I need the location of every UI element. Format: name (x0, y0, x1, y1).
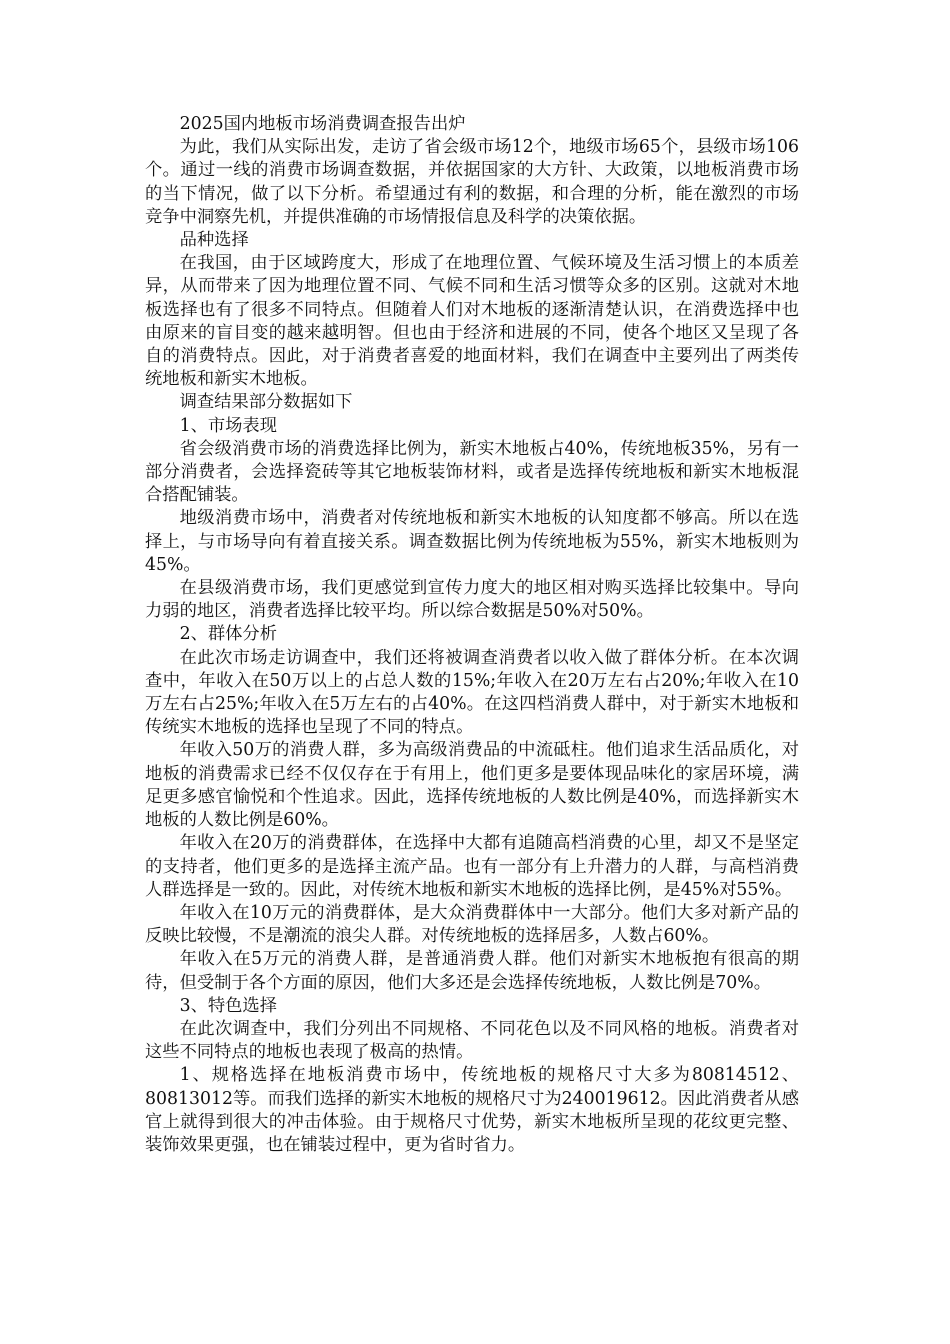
section-heading-features: 3、特色选择 (179, 995, 277, 1016)
group-100k-paragraph: 年收入在10万元的消费群体，是大众消费群体中一大部分。他们大多对新产品的反映比较慢，不是潮流的浪尖人群。对传统地板的选择居多，人数占60%。 (145, 902, 799, 947)
market-county-paragraph: 在县级消费市场，我们更感觉到宣传力度大的地区相对购买选择比较集中。导向力弱的地区，消费者选择比较平均。所以综合数据是50%对50%。 (145, 578, 799, 622)
document-body (145, 113, 799, 1157)
group-50k-paragraph: 年收入在5万元的消费人群，是普通消费人群。他们对新实木地板抱有很高的期待，但受制于各个方面的原因，他们大多还是会选择传统地板，人数比例是70%。 (145, 949, 799, 993)
spec-selection-paragraph: 1、规格选择在地板消费市场中，传统地板的规格尺寸大多为80814512、80813012等。而我们选择的新实木地板的规格尺寸为240019612。因此消费者从感官上就得到很大的冲击体验。由于规格尺寸优势，新实木地板所呈现的花纹更完整、装饰效果更强，也在铺装过程中，更为省时省力。 (145, 1065, 799, 1155)
section-heading-market: 1、市场表现 (179, 415, 277, 436)
variety-paragraph: 在我国，由于区域跨度大，形成了在地理位置、气候环境及生活习惯上的本质差异，从而带来了因为地理位置不同、气候不同和生活习惯等众多的区别。这就对木地板选择也有了很多不同特点。但随着人们对木地板的逐渐清楚认识，在消费选择中也由原来的盲目变的越来越明智。但也由于经济和进展的不同，使各个地区又呈现了各自的消费特点。因此，对于消费者喜爱的地面材料，我们在调查中主要列出了两类传统地板和新实木地板。 (145, 253, 799, 390)
market-prefecture-paragraph: 地级消费市场中，消费者对传统地板和新实木地板的认知度都不够高。所以在选择上，与市场导向有着直接关系。调查数据比例为传统地板为55%，新实木地板则为45%。 (145, 508, 799, 575)
market-provincial-paragraph: 省会级消费市场的消费选择比例为，新实木地板占40%，传统地板35%，另有一部分消费者，会选择瓷砖等其它地板装饰材料，或者是选择传统地板和新实木地板混合搭配铺装。 (145, 438, 799, 506)
report-title: 2025国内地板市场消费调查报告出炉 (179, 114, 466, 134)
section-heading-variety: 品种选择 (179, 230, 249, 251)
groups-intro-paragraph: 在此次市场走访调查中，我们还将被调查消费者以收入做了群体分析。在本次调查中，年收入在50万以上的占总人数的15%;年收入在20万左右占20%;年收入在10万左右占25%;年收入在5万左右的占40%。在这四档消费人群中，对于新实木地板和传统实木地板的选择也呈现了不同的特点。 (145, 647, 799, 738)
results-heading: 调查结果部分数据如下 (179, 392, 353, 413)
intro-paragraph: 为此，我们从实际出发，走访了省会级市场12个，地级市场65个，县级市场106个。通过一线的消费市场调查数据，并依据国家的大方针、大政策，以地板消费市场的当下情况，做了以下分析。希望通过有利的数据，和合理的分析，能在激烈的市场竞争中洞察先机，并提供准确的市场情报信息及科学的决策依据。 (145, 137, 799, 227)
features-intro-paragraph: 在此次调查中，我们分列出不同规格、不同花色以及不同风格的地板。消费者对这些不同特点的地板也表现了极高的热情。 (145, 1018, 799, 1063)
group-500k-paragraph: 年收入50万的消费人群，多为高级消费品的中流砥柱。他们追求生活品质化，对地板的消费需求已经不仅仅存在于有用上，他们更多是要体现品味化的家居环境，满足更多感官愉悦和个性追求。因此，选择传统地板的人数比例是40%，而选择新实木地板的人数比例是60%。 (145, 740, 799, 831)
group-200k-paragraph: 年收入在20万的消费群体，在选择中大都有追随高档消费的心里，却又不是坚定的支持者，他们更多的是选择主流产品。也有一部分有上升潜力的人群，与高档消费人群选择是一致的。因此，对传统木地板和新实木地板的选择比例，是45%对55%。 (145, 833, 799, 900)
section-heading-groups: 2、群体分析 (179, 624, 277, 645)
